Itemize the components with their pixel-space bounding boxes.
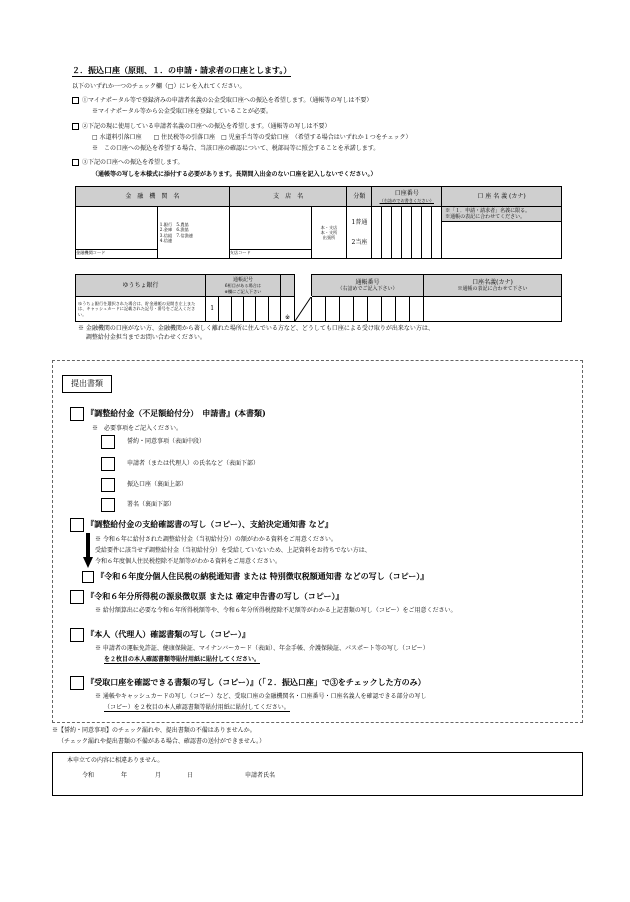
yucho-number-digit-5[interactable] [368, 297, 382, 322]
yucho-star-cell[interactable]: ※ [281, 297, 295, 322]
branch-types-cell[interactable]: 本・支店 本・支所 出張所 [311, 207, 347, 259]
doc-sub3-label: 振込口座（裏面上部） [127, 481, 188, 489]
option3-note: （通帳等の写しを本様式に添付する必要があります。長期間入出金のない口座を記入しないでください。） [92, 171, 377, 178]
doc-item2-note2: 受給要件に該当せず調整給付金（当初給付分）を受給していないため、上記資料をお持ちでない方は、 [95, 547, 371, 554]
doc-item5-row [70, 628, 250, 642]
yucho-number-label: 通帳番号 [355, 278, 380, 286]
type-futsu[interactable]: 1普通 [351, 219, 368, 227]
bank-name-cell[interactable] [76, 207, 158, 259]
yucho-number-digit-6[interactable] [382, 297, 396, 322]
doc-item4-note: ※ 給付額算出に必要な令和６年所得税額等や、令和６年分所得税控除不足額等がわかる上記書類の写し（コピー）をご用意ください。 [95, 607, 457, 614]
doc-item6-checkbox[interactable] [70, 676, 84, 690]
yucho-holder-cell[interactable] [424, 297, 562, 322]
yucho-symbol-digit-1: 1 [206, 297, 219, 322]
option1-label: ①マイナポータル等で登録済みの申請者名義の公金受取口座への振込を希望します。（通帳等の写しは不要） [82, 97, 373, 104]
yucho-symbol-digit-4[interactable] [244, 297, 256, 322]
doc-item2-note1: ※ 令和６年に給付された調整給付金（当初給付分）の額がわかる資料をご用意ください。 [95, 536, 337, 543]
doc-item4-row [70, 590, 343, 604]
option3-row [72, 159, 184, 166]
holder-note-1: ※「１．申請・請求者」名義に限る。 [445, 208, 531, 214]
type-header: 分類 [347, 187, 372, 207]
yucho-symbol-digit-6[interactable] [268, 297, 280, 322]
option2-label: ②下記の現に使用している申請者名義の口座への振込を希望します。（通帳等の写しは不要） [82, 123, 331, 130]
bank-name-header: 金 融 機 関 名 [76, 187, 230, 207]
doc-sub1-row [101, 435, 205, 449]
yucho-number-digit-1[interactable] [312, 297, 326, 322]
yucho-symbol-digit-2[interactable] [219, 297, 231, 322]
yucho-star-header [281, 275, 295, 297]
footer-line1: ※【誓約・同意事項】のチェック漏れや、提出書類の不備はありませんか。 [52, 727, 256, 734]
doc-item6-label: 『受取口座を確認できる書類の写し（コピー）』（「２．振込口座」で③をチェックした方のみ） [86, 677, 426, 688]
yucho-gap-header [295, 275, 312, 297]
section2-instruction: 以下のいずれか一つのチェック欄（□）にレを入れてください。 [72, 83, 246, 90]
doc-item2-checkbox[interactable] [70, 518, 84, 532]
yucho-number-sublabel: （右詰めでご記入下さい） [337, 286, 398, 293]
bank-account-table [75, 186, 562, 259]
yucho-holder-sublabel: ※通帳の表記に合わせて下さい [457, 286, 528, 293]
doc-sub2-label: 申請者（または代理人）の氏名など（表面下部） [127, 460, 260, 468]
holder-header: 口 座 名 義 (カナ) [442, 187, 562, 207]
doc-sub1-checkbox[interactable] [101, 435, 115, 449]
option2-choices[interactable]: □ 水道料引落口座 □ 住民税等の引落口座 □ 児童手当等の受給口座 （希望する場合はいずれか１つをチェック） [92, 134, 412, 141]
doc-item3-checkbox[interactable] [82, 571, 94, 583]
holder-cell[interactable] [442, 207, 562, 259]
account-number-header [372, 187, 442, 207]
doc-item2-row [70, 518, 333, 532]
account-type-cell[interactable] [347, 207, 372, 259]
doc-item3-row [82, 571, 428, 583]
option1-note: ※マイナポータル等から公金受取口座を登録していることが必要。 [92, 108, 272, 115]
account-digit-3[interactable] [392, 207, 402, 259]
doc-item2-label: 『調整給付金の支給確認書の写し（コピー）、支給決定通知書 など』 [86, 519, 333, 530]
year-label[interactable]: 年 [121, 772, 128, 779]
yucho-number-digit-4[interactable] [354, 297, 368, 322]
reiwa-label: 令和 [82, 772, 95, 779]
account-digit-7[interactable] [432, 207, 442, 259]
yucho-number-digit-8[interactable] [410, 297, 424, 322]
branch-code-label: 支店コード [230, 249, 311, 258]
slash-mark [295, 297, 311, 321]
day-label[interactable]: 日 [187, 772, 194, 779]
doc-item4-label: 『令和６年分所得税の源泉徴収票 または 確定申告書の写し（コピー）』 [86, 591, 344, 602]
doc-item1-label: 『調整給付金（不足額給付分） 申請書』(本書類) [86, 408, 266, 419]
yucho-gap-cell [295, 297, 312, 322]
yucho-number-digit-7[interactable] [396, 297, 410, 322]
footer-line2: （チェック漏れや提出書類の不備がある場合、確認書の送付ができません。） [58, 738, 266, 745]
bank-code-label: 金融機関コード [76, 249, 157, 258]
yucho-left-note: ゆうちょ銀行を選択された場合は、貯金通帳の見開き左上または、キャッシュカードに記載された記号・番号をご記入ください。 [76, 297, 206, 322]
yucho-number-digit-3[interactable] [340, 297, 354, 322]
doc-item5-note2: を２枚目の本人確認書類等貼付用紙に貼付してください。 [104, 656, 261, 663]
doc-item6-row [70, 676, 426, 690]
doc-sub2-checkbox[interactable] [101, 457, 115, 471]
account-number-sublabel: （右詰めでお書きください） [379, 197, 434, 203]
yucho-symbol-header [206, 275, 281, 297]
option3-checkbox[interactable] [72, 159, 79, 166]
bank-types-cell[interactable]: 1.銀行 5.農協 2.金庫 6.漁協 3.信組 7.信漁連 4.信連 [157, 207, 229, 259]
yucho-table [75, 274, 562, 322]
doc-sub1-label: 誓約・同意事項（表面中段） [127, 438, 206, 446]
option1-row [72, 97, 372, 104]
section2-heading: ２．振込口座（原則、１．の申請・請求者の口座とします。） [72, 65, 292, 75]
doc-item3-label: 『令和６年度分個人住民税の納税通知書 または 特別徴収税額通知書 などの写し（コピー）』 [96, 571, 429, 582]
doc-sub4-checkbox[interactable] [101, 498, 115, 512]
doc-sub2-row [101, 457, 259, 471]
option2-note: ※ この口座への振込を希望する場合、当該口座の確認について、税部局等に照会することを承諾します。 [92, 145, 380, 152]
option2-row [72, 123, 331, 130]
signature-box [52, 752, 583, 796]
doc-sub4-label: 署名（裏面下部） [127, 501, 176, 509]
doc-item6-note2: （コピー）を２枚目の本人確認書類等貼付用紙に貼付してください。 [104, 704, 290, 711]
doc-item4-checkbox[interactable] [70, 590, 84, 604]
applicant-name-label[interactable]: 申請者氏名 [245, 772, 276, 779]
yucho-symbol-digit-3[interactable] [231, 297, 243, 322]
confirm-text: 本申立ての内容に相違ありません。 [67, 757, 164, 764]
doc-item2-note3: 令和６年度個人住民税控除不足額等がわかる資料をご用意ください。 [95, 558, 282, 565]
doc-item1-note: ※ 必要事項をご記入ください。 [92, 425, 183, 432]
documents-title: 提出書類 [62, 375, 112, 393]
account-digit-1[interactable] [372, 207, 382, 259]
branch-name-header: 支 店 名 [229, 187, 347, 207]
doc-item1-checkbox[interactable] [70, 407, 84, 421]
account-digit-4[interactable] [402, 207, 412, 259]
doc-item5-label: 『本人（代理人）確認書類の写し（コピー）』 [86, 629, 250, 640]
doc-item5-note1: ※ 申請者の運転免許証、健康保険証、マイナンバーカード（表面）、年金手帳、介護保険証、パスポート等の写し（コピー） [95, 645, 429, 652]
yucho-holder-label: 口座名義(カナ) [472, 278, 513, 286]
option1-checkbox[interactable] [72, 97, 79, 104]
doc-item1-row [70, 407, 266, 421]
yucho-symbol-digit-5[interactable] [256, 297, 268, 322]
account-digit-6[interactable] [422, 207, 432, 259]
yucho-symbol-label: 通帳記号 [232, 277, 253, 284]
month-label[interactable]: 月 [155, 772, 162, 779]
account-digit-5[interactable] [412, 207, 422, 259]
yucho-symbol-sublabel: 6桁目がある場合は ※欄にご記入下さい [224, 283, 262, 294]
yucho-bank-header: ゆうちょ銀行 [76, 275, 206, 297]
account-digit-2[interactable] [382, 207, 392, 259]
doc-sub4-row [101, 498, 175, 512]
doc-sub3-checkbox[interactable] [101, 478, 115, 492]
bank-footnote: ※ 金融機関の口座がない方、金融機関から著しく離れた場所に住んでいる方など、どうしても口座による受け取りが出来ない方は、 調整給付金担当までお問い合わせください。 [78, 325, 434, 341]
doc-sub3-row [101, 478, 187, 492]
doc-item5-checkbox[interactable] [70, 628, 84, 642]
holder-note-2: ※通帳の表記に合わせてください。 [445, 214, 526, 220]
yucho-number-header [312, 275, 424, 297]
account-number-label: 口座番号 [394, 190, 419, 198]
yucho-holder-header [424, 275, 562, 297]
option3-label: ③下記の口座への振込を希望します。 [82, 159, 184, 166]
option2-checkbox[interactable] [72, 123, 79, 130]
yucho-number-digit-2[interactable] [326, 297, 340, 322]
down-arrow-icon [83, 533, 93, 569]
doc-item6-note1: ※ 通帳やキャッシュカードの写し（コピー）など、受取口座の金融機関名・口座番号・口座名義人を確認できる部分の写し [95, 693, 427, 700]
branch-name-cell[interactable] [229, 207, 311, 259]
type-touza[interactable]: 2当座 [351, 238, 368, 246]
